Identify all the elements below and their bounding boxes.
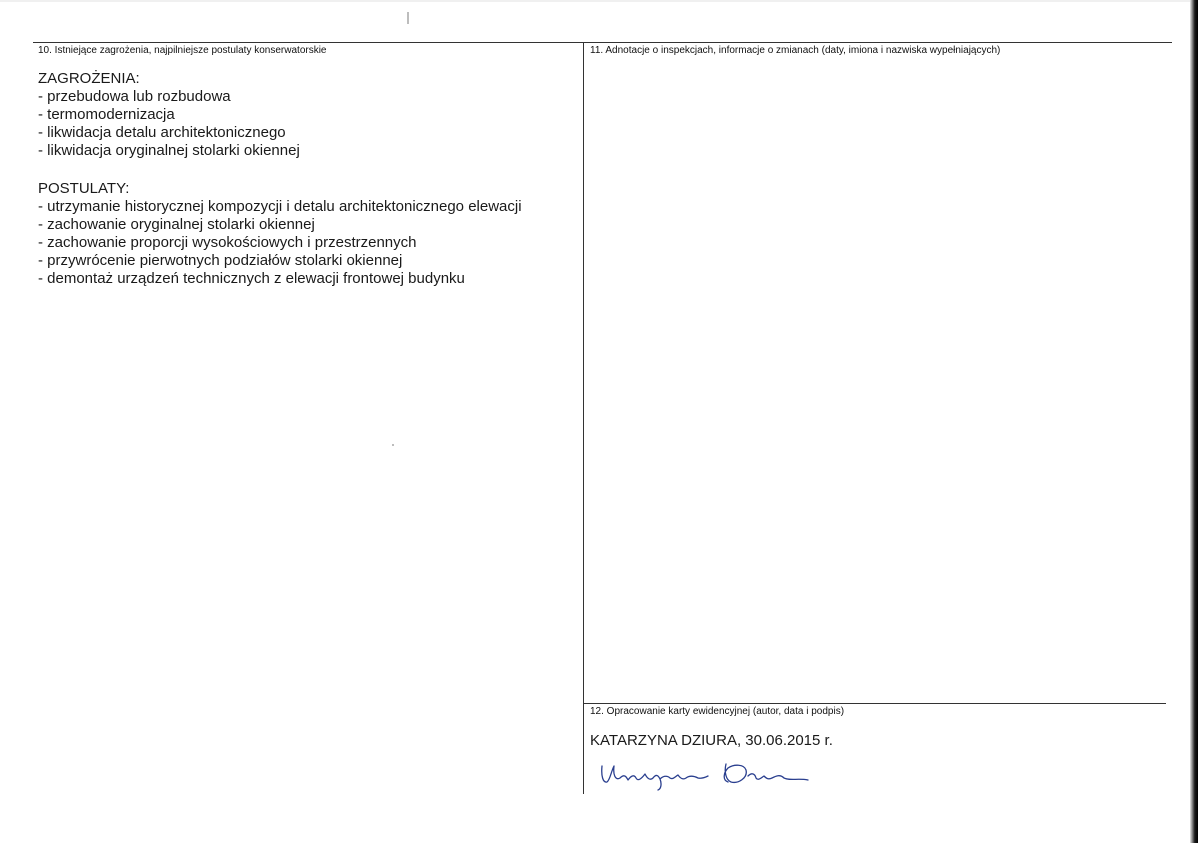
scan-edge-right xyxy=(1190,0,1198,843)
threat-item: - likwidacja oryginalnej stolarki okiennej xyxy=(38,142,300,159)
postulate-item: - przywrócenie pierwotnych podziałów stolarki okiennej xyxy=(38,252,403,269)
scan-edge-top xyxy=(0,0,1198,2)
section-10-content xyxy=(38,70,578,288)
section-10-label: 10. Istniejące zagrożenia, najpilniejsze postulaty konserwatorskie xyxy=(38,45,327,56)
handwritten-signature xyxy=(598,756,813,792)
postulate-item: - demontaż urządzeń technicznych z elewacji frontowej budynku xyxy=(38,270,465,287)
threats-heading: ZAGROŻENIA: xyxy=(38,70,140,87)
signature-strokes xyxy=(602,764,808,790)
postulate-item: - utrzymanie historycznej kompozycji i detalu architektonicznego elewacji xyxy=(38,198,522,215)
column-divider xyxy=(583,42,584,794)
threats-list xyxy=(38,88,578,160)
section-12-label: 12. Opracowanie karty ewidencyjnej (autor, data i podpis) xyxy=(590,706,845,717)
section-11-label: 11. Adnotacje o inspekcjach, informacje o zmianach (daty, imiona i nazwiska wypełniających) xyxy=(590,45,1001,56)
postulates-list xyxy=(38,198,578,288)
section-11-top-rule xyxy=(583,42,1172,43)
section-10-top-rule xyxy=(33,42,583,43)
postulate-item: - zachowanie oryginalnej stolarki okiennej xyxy=(38,216,315,233)
threat-item: - termomodernizacja xyxy=(38,106,175,123)
threat-item: - likwidacja detalu architektonicznego xyxy=(38,124,286,141)
scan-speck xyxy=(392,444,394,446)
section-12-top-rule xyxy=(583,703,1166,704)
postulate-item: - zachowanie proporcji wysokościowych i przestrzennych xyxy=(38,234,417,251)
threat-item: - przebudowa lub rozbudowa xyxy=(38,88,231,105)
spacer xyxy=(38,160,578,180)
postulates-heading: POSTULATY: xyxy=(38,180,130,197)
author-date-line: KATARZYNA DZIURA, 30.06.2015 r. xyxy=(590,732,833,749)
scan-speck xyxy=(407,12,409,24)
